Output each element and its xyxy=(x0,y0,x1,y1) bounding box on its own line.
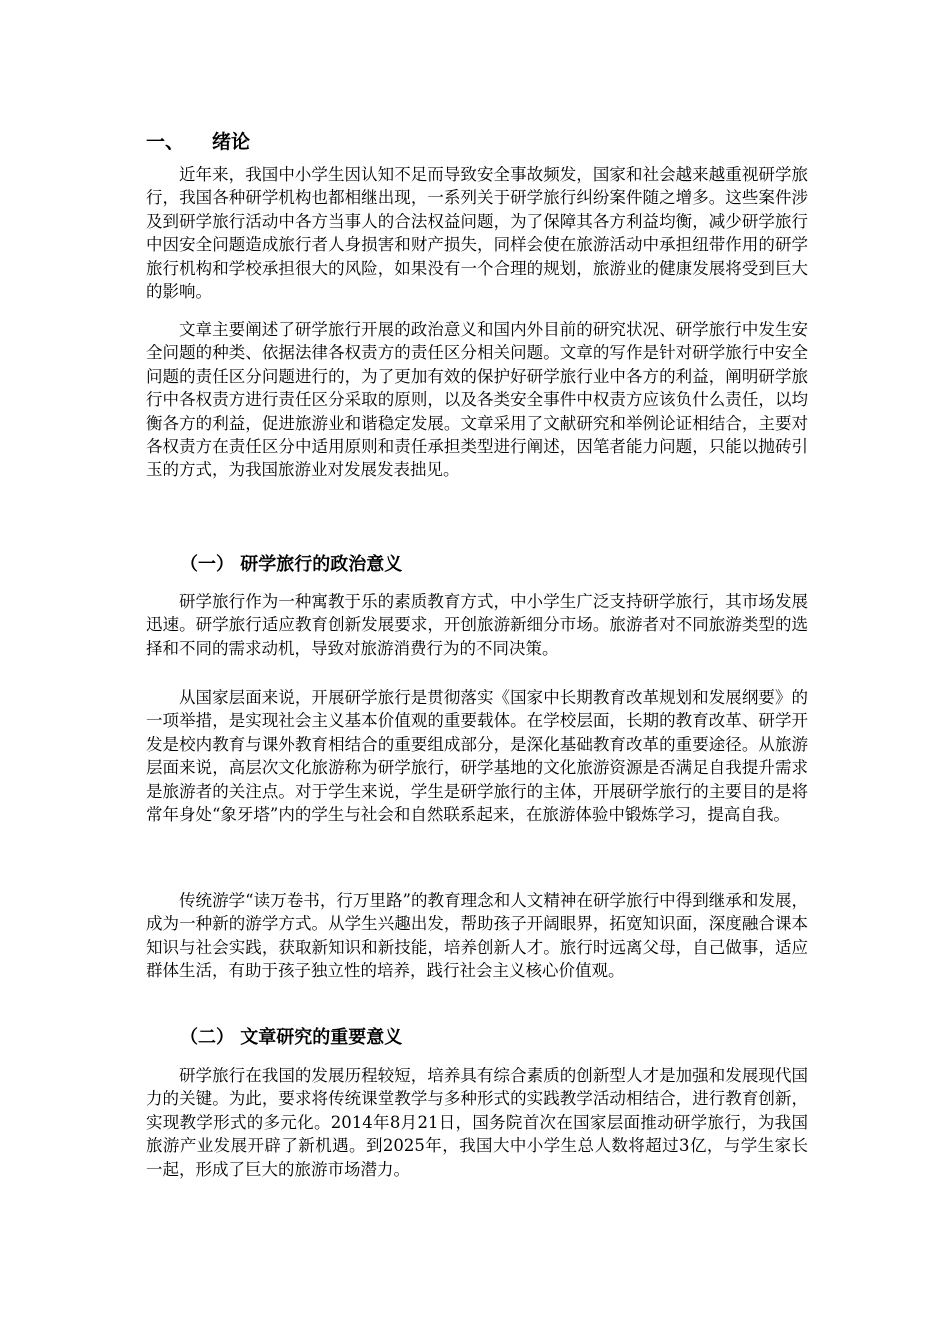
research-paragraph-1: 研学旅行在我国的发展历程较短，培养具有综合素质的创新型人才是加强和发展现代国力的关键。为此，要求将传统课堂教学与多种形式的实践教学活动相结合，进行教育创新，实现教学形式的多元化。2014年8月21日，国务院首次在国家层面推动研学旅行，为我国旅游产业发展开辟了新机遇。到2025年，我国大中小学生总人数将超过3亿，与学生家长一起，形成了巨大的旅游市场潜力。 xyxy=(146,1066,808,1179)
section-title: 绪论 xyxy=(212,131,251,153)
political-paragraph-1: 研学旅行作为一种寓教于乐的素质教育方式，中小学生广泛支持研学旅行，其市场发展迅速。研学旅行适应教育创新发展要求，开创旅游新细分市场。旅游者对不同旅游类型的选择和不同的需求动机，导致对旅游消费行为的不同决策。 xyxy=(146,592,808,658)
subsection-heading-political-significance: （一） 研学旅行的政治意义 xyxy=(180,554,403,575)
political-paragraph-2: 从国家层面来说，开展研学旅行是贯彻落实《国家中长期教育改革规划和发展纲要》的一项举措，是实现社会主义基本价值观的重要载体。在学校层面，长期的教育改革、研学开发是校内教育与课外教育相结合的重要组成部分，是深化基础教育改革的重要途径。从旅游层面来说，高层次文化旅游称为研学旅行，研学基地的文化旅游资源是否满足自我提升需求是旅游者的关注点。对于学生来说，学生是研学旅行的主体，开展研学旅行的主要目的是将常年身处“象牙塔”内的学生与社会和自然联系起来，在旅游体验中锻炼学习，提高自我。 xyxy=(146,688,808,825)
subsection-heading-research-significance: （二） 文章研究的重要意义 xyxy=(180,1027,403,1048)
section-heading-introduction xyxy=(146,128,250,156)
intro-paragraph-2: 文章主要阐述了研学旅行开展的政治意义和国内外目前的研究状况、研学旅行中发生安全问题的种类、依据法律各权责方的责任区分相关问题。文章的写作是针对研学旅行中安全问题的责任区分问题进行的，为了更加有效的保护好研学旅行业中各方的利益，阐明研学旅行中各权责方进行责任区分采取的原则，以及各类安全事件中权责方应该负什么责任，以均衡各方的利益，促进旅游业和谐稳定发展。文章采用了文献研究和举例论证相结合，主要对各权责方在责任区分中适用原则和责任承担类型进行阐述，因笔者能力问题，只能以抛砖引玉的方式，为我国旅游业对发展发表拙见。 xyxy=(146,320,808,480)
section-number: 一、 xyxy=(146,131,185,153)
political-paragraph-3: 传统游学“读万卷书，行万里路”的教育理念和人文精神在研学旅行中得到继承和发展，成为一种新的游学方式。从学生兴趣出发，帮助孩子开阔眼界，拓宽知识面，深度融合课本知识与社会实践，获取新知识和新技能，培养创新人才。旅行时远离父母，自己做事，适应群体生活，有助于孩子独立性的培养，践行社会主义核心价值观。 xyxy=(146,891,808,981)
intro-paragraph-1: 近年来，我国中小学生因认知不足而导致安全事故频发，国家和社会越来越重视研学旅行，我国各种研学机构也都相继出现，一系列关于研学旅行纠纷案件随之增多。这些案件涉及到研学旅行活动中各方当事人的合法权益问题，为了保障其各方利益均衡，减少研学旅行中因安全问题造成旅行者人身损害和财产损失，同样会使在旅游活动中承担纽带作用的研学旅行机构和学校承担很大的风险，如果没有一个合理的规划，旅游业的健康发展将受到巨大的影响。 xyxy=(146,165,808,302)
